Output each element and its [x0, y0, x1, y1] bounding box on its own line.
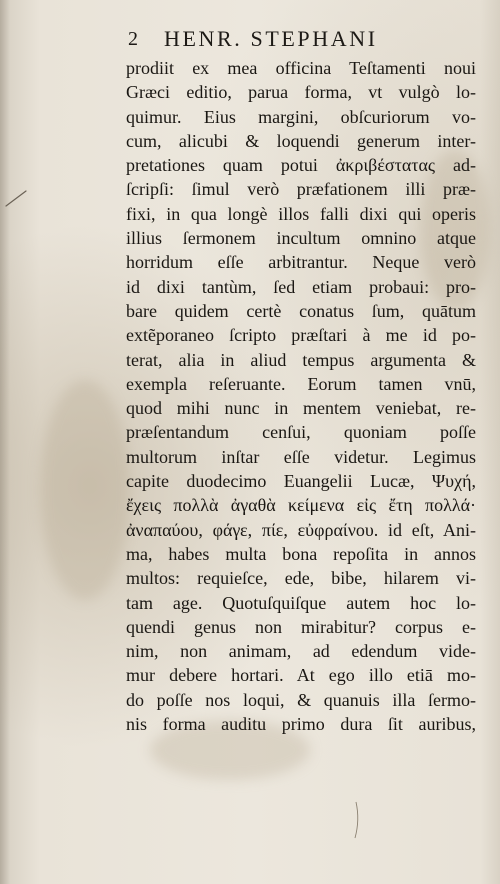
text-line: extẽporaneo ſcripto præſtari à me id po-	[126, 325, 476, 346]
text-line: bare quidem certè conatus ſum, quātum	[126, 300, 476, 321]
text-line: mur debere hortari. At ego illo etiā mo-	[126, 665, 476, 686]
text-line: nim, non animam, ad edendum vide-	[126, 641, 476, 662]
page-header	[128, 26, 448, 60]
text-line: pretationes quam potui ἀκριβέστατας ad-	[126, 155, 476, 176]
text-line: id dixi tantùm, ſed etiam probaui: pro-	[126, 276, 476, 297]
running-head: HENR. STEPHANI	[164, 26, 378, 51]
text-line: multos: requieſce, ede, bibe, hilarem vi-	[126, 568, 476, 589]
margin-pen-mark	[352, 800, 362, 840]
text-line: tam age. Quotuſquiſque autem hoc lo-	[126, 592, 476, 613]
paper-stain	[40, 380, 130, 600]
text-line: ἀναπαύου, φάγε, πίε, εὐφραίνου. id eſt, Ani-	[126, 519, 476, 540]
text-line: quendi genus non mirabitur? corpus e-	[126, 616, 476, 637]
text-line: Græci editio, parua forma, vt vulgò lo-	[126, 82, 476, 103]
page-number: 2	[128, 28, 138, 50]
text-line: ſcripſi: ſimul verò præfationem illi præ-	[126, 179, 476, 200]
text-line: ἔχεις πολλὰ ἀγαθὰ κείμενα εἰς ἔτη πολλά·	[126, 495, 476, 516]
text-line: horridum eſſe arbitrantur. Neque verò	[126, 252, 476, 273]
text-line: cum, alicubi & loquendi generum inter-	[126, 130, 476, 151]
text-line: capite duodecimo Euangelii Lucæ, Ψυχή,	[126, 471, 476, 492]
text-line: terat, alia in aliud tempus argumenta &	[126, 349, 476, 370]
text-line: nis forma auditu primo dura ſit auribus,	[126, 714, 476, 735]
text-line: illius ſermonem incultum omnino atque	[126, 228, 476, 249]
text-line: fixi, in qua longè illos falli dixi qui operis	[126, 203, 476, 224]
text-line: prodiit ex mea officina Teſtamenti noui	[126, 58, 476, 78]
text-line: quod mihi nunc in mentem veniebat, re-	[126, 398, 476, 419]
text-line: præſentandum cenſui, quoniam poſſe	[126, 422, 476, 443]
text-line: exempla reſeruante. Eorum tamen vnū,	[126, 373, 476, 394]
body-text	[126, 56, 476, 736]
text-line: quimur. Eius margini, obſcuriorum vo-	[126, 106, 476, 127]
page-gutter-shadow	[0, 0, 10, 884]
text-line: multorum inſtar eſſe videtur. Legimus	[126, 446, 476, 467]
text-line: do poſſe nos loqui, & quanuis illa ſermo-	[126, 689, 476, 710]
text-line: ma, habes multa bona repoſita in annos	[126, 543, 476, 564]
margin-pen-mark	[4, 188, 28, 208]
